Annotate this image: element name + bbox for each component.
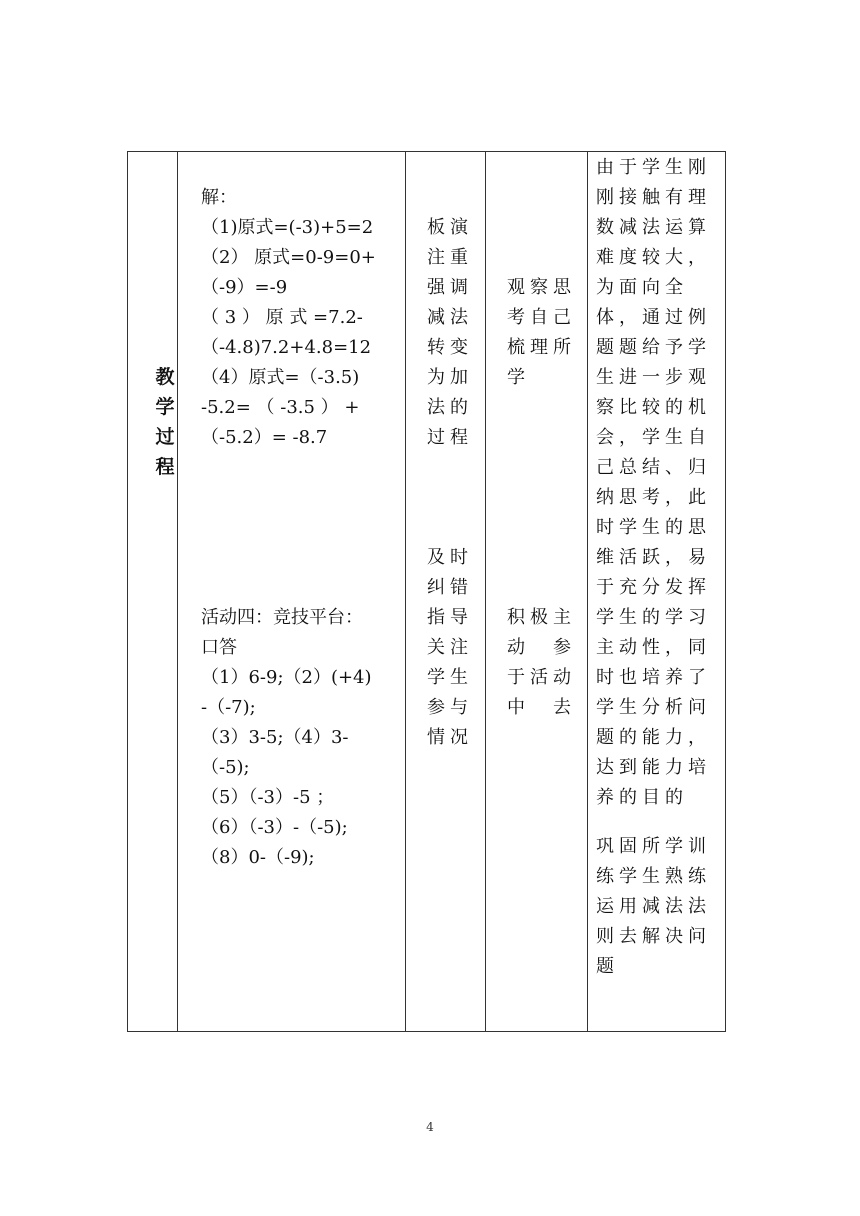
activity-line: （5）（-3）-5 ； [201, 787, 335, 808]
intent-cell [587, 152, 727, 1031]
solution-line: 解： [201, 187, 237, 208]
activity-line: -（-7); [201, 697, 256, 718]
activity-line: （1）6-9;（2）(+4) [201, 667, 372, 688]
student-text-1: 观察思考自己梳理所学 [507, 277, 576, 388]
activity-line: 口答 [201, 637, 237, 658]
solution-line: （-4.8)7.2+4.8=12 [201, 337, 372, 358]
teacher-cell [405, 152, 485, 1031]
solution-line: （1)原式=(-3)+5=2 [201, 217, 374, 238]
activity-line: （3）3-5;（4）3- [201, 727, 349, 748]
solution-line: （4）原式=（-3.5) [201, 367, 360, 388]
intent-text-2: 巩固所学训练学生熟练运用减法法则去解决问题 [596, 836, 711, 977]
activity-line: 活动四：竞技平台： [201, 607, 363, 628]
stage-label: 教学过程 [155, 366, 175, 478]
solution-line: （-5.2）= -8.7 [201, 427, 328, 448]
activity-line: （-5); [201, 757, 250, 778]
intent-text-1: 由于学生刚刚接触有理数减法运算难度较大，为面向全体，通过例题题给予学生进一步观察比较的机会，学生自己总结、归纳思考，此时学生的思维活跃，易于充分发挥学生的学习主动性，同时也培养了学生分析问题的能力，达到能力培养的目的 [596, 157, 711, 808]
teacher-text-2: 及时纠错指导关注学生参与情况 [427, 547, 473, 748]
teacher-text-1: 板演注重强调减法转变为加法的过程 [427, 217, 473, 448]
solution-line: -5.2= （ -3.5 ） + [201, 397, 360, 418]
student-cell [485, 152, 587, 1031]
solution-line: （-9）=-9 [201, 277, 288, 298]
activity-line: （8）0-（-9); [201, 847, 315, 868]
activity-line: （6）（-3）-（-5); [201, 817, 348, 838]
content-cell [177, 152, 405, 1031]
page-number: 4 [426, 1120, 434, 1134]
solution-line: （ 3 ） 原 式 =7.2- [201, 307, 363, 328]
lesson-table [127, 151, 726, 1032]
stage-cell [128, 152, 177, 1031]
student-text-2: 积极主动 参于活动中 去 [507, 607, 576, 718]
solution-line: （2） 原式=0-9=0+ [201, 247, 376, 268]
